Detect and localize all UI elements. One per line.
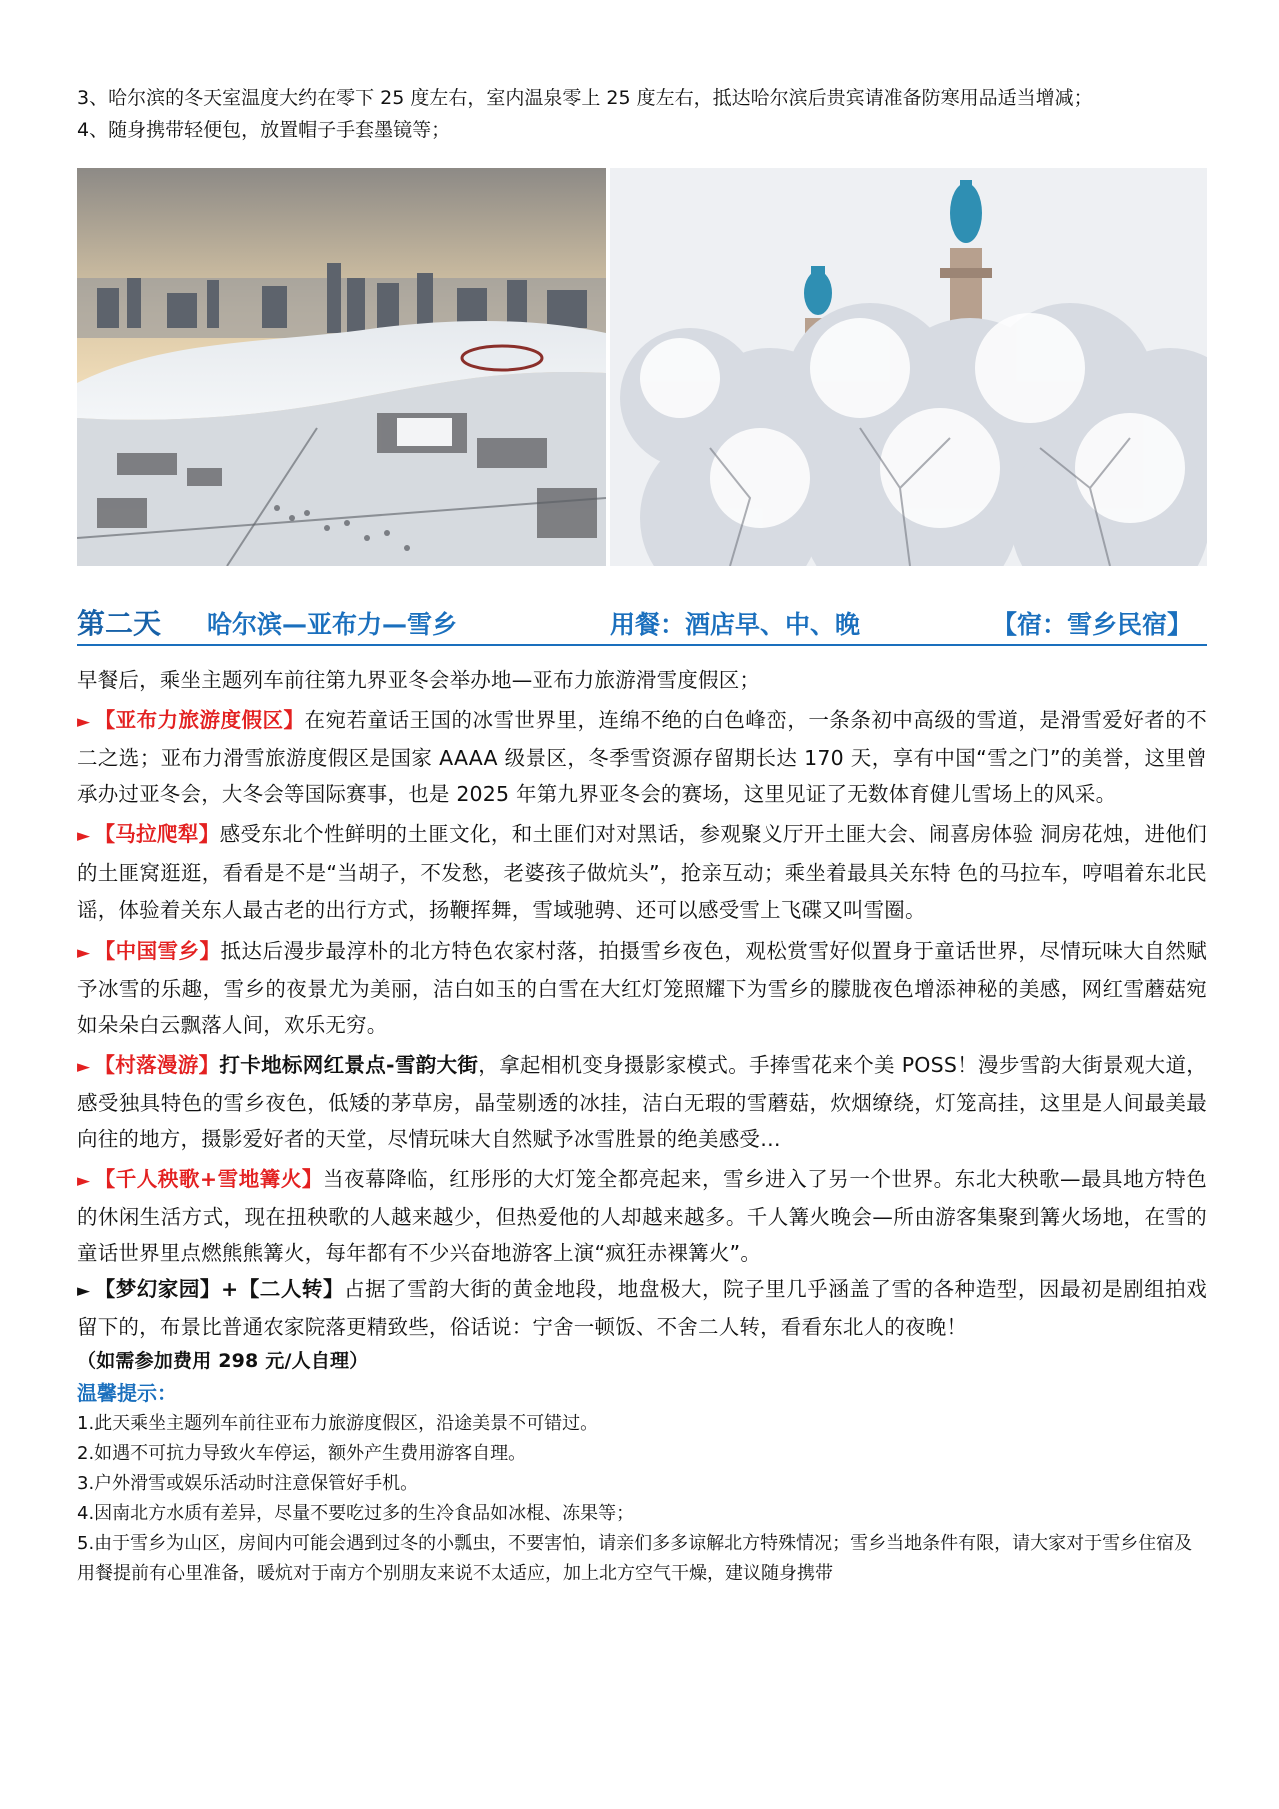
triangle-bullet-icon: ► [77, 826, 91, 846]
section-bold-text: 打卡地标网红景点-雪韵大街 [219, 1053, 479, 1077]
day-header [77, 604, 1207, 646]
section-title: 【马拉爬犁】 [94, 822, 220, 846]
tips-title: 温馨提示： [77, 1381, 177, 1405]
section-title: 【亚布力旅游度假区】 [94, 708, 305, 732]
section-text: 感受东北个性鲜明的土匪文化，和土匪们对对黑话，参观聚义厅开土匪大会、闹喜房体验 洞房花烛，进他们的土匪窝逛逛，看看是不是“当胡子，不发愁，老婆孩子做炕头”，抢亲互动；乘坐着最具关东特 色的马拉车，哼唱着东北民谣，体验着关东人最古老的出行方式，扬鞭挥舞，雪域驰骋、还可以感受雪上飞碟又叫雪圈。 [77, 822, 1207, 922]
section-paragraph [77, 1161, 1207, 1271]
note-line: 3、哈尔滨的冬天室温度大约在零下 25 度左右，室内温泉零上 25 度左右，抵达哈尔滨后贵宾请准备防寒用品适当增减； [77, 87, 1093, 109]
section-title: 【村落漫游】 [94, 1053, 220, 1077]
extra-cost-note: （如需参加费用 298 元/人自理） [77, 1350, 369, 1372]
section-paragraph [77, 702, 1207, 812]
itinerary-body [77, 662, 1207, 1589]
triangle-bullet-icon: ► [77, 943, 91, 963]
triangle-bullet-icon: ► [77, 1057, 91, 1077]
triangle-bullet-icon: ► [77, 712, 91, 732]
triangle-bullet-icon: ► [77, 1281, 91, 1301]
section-paragraph [77, 1047, 1207, 1157]
triangle-bullet-icon: ► [77, 1171, 91, 1191]
section-text: 在宛若童话王国的冰雪世界里，连绵不绝的白色峰峦，一条条初中高级的雪道，是滑雪爱好者的不二之选；亚布力滑雪旅游度假区是国家 AAAA 级景区，冬季雪资源存留期长达 170 天，享有中国“雪之门”的美誉，这里曾承办过亚冬会，大冬会等国际赛事，也是 2025 年第九界亚冬会的赛场，这里见证了无数体育健儿雪场上的风采。 [77, 708, 1207, 806]
day-label: 第二天 [77, 607, 162, 640]
section-title: 【中国雪乡】 [94, 939, 221, 963]
photo-row [77, 168, 1207, 566]
section-title: 【梦幻家园】+【二人转】 [94, 1277, 345, 1301]
header-underline [77, 644, 1207, 646]
section-title: 【千人秧歌+雪地篝火】 [94, 1167, 323, 1191]
section-text: 占据了雪韵大街的黄金地段，地盘极大，院子里几乎涵盖了雪的各种造型，因最初是剧组拍戏留下的，布景比普通农家院落更精致些，俗话说：宁舍一顿饭、不舍二人转，看看东北人的夜晚！ [77, 1277, 1208, 1339]
section-paragraph [77, 933, 1207, 1043]
note-line: 4、随身携带轻便包，放置帽子手套墨镜等； [77, 119, 451, 141]
tip-item: 2.如遇不可抗力导致火车停运，额外产生费用游客自理。 [77, 1443, 527, 1464]
tip-item: 5.由于雪乡为山区，房间内可能会遇到过冬的小瓢虫，不要害怕，请亲们多多谅解北方特殊情况；雪乡当地条件有限，请大家对于雪乡住宿及用餐提前有心里准备，暖炕对于南方个别朋友来说不太适应，加上北方空气干燥，建议随身携带 [77, 1533, 1193, 1584]
tip-item: 1.此天乘坐主题列车前往亚布力旅游度假区，沿途美景不可错过。 [77, 1413, 599, 1434]
meals-label: 用餐：酒店早、中、晚 [610, 610, 861, 639]
stay-label: 【宿：雪乡民宿】 [992, 610, 1193, 639]
frosted-trees-minaret-photo [610, 168, 1207, 566]
intro-paragraph: 早餐后，乘坐主题列车前往第九界亚冬会举办地—亚布力旅游滑雪度假区； [77, 668, 761, 692]
section-paragraph [77, 816, 1207, 929]
tip-item: 3.户外滑雪或娱乐活动时注意保管好手机。 [77, 1473, 419, 1494]
section-paragraph [77, 1271, 1207, 1345]
section-text: ，拿起相机变身摄影家模式。手捧雪花来个美 POSS！漫步雪韵大街景观大道，感受独具特色的雪乡夜色，低矮的茅草房，晶莹剔透的冰挂，洁白无瑕的雪蘑菇，炊烟缭绕，灯笼高挂，这里是人间最美最向往的地方，摄影爱好者的天堂，尽情玩味大自然赋予冰雪胜景的绝美感受… [77, 1053, 1208, 1151]
winter-city-aerial-photo [77, 168, 606, 566]
top-notes [77, 82, 1207, 146]
section-text: 当夜幕降临，红彤彤的大灯笼全都亮起来，雪乡进入了另一个世界。东北大秧歌—最具地方特色的休闲生活方式，现在扭秧歌的人越来越少，但热爱他的人却越来越多。千人篝火晚会—所由游客集聚到篝火场地，在雪的童话世界里点燃熊熊篝火，每年都有不少兴奋地游客上演“疯狂赤裸篝火”。 [77, 1167, 1207, 1265]
tip-item: 4.因南北方水质有差异，尽量不要吃过多的生冷食品如冰棍、冻果等； [77, 1503, 635, 1524]
route-label: 哈尔滨—亚布力—雪乡 [207, 610, 458, 639]
section-text: 抵达后漫步最淳朴的北方特色农家村落，拍摄雪乡夜色，观松赏雪好似置身于童话世界，尽情玩味大自然赋予冰雪的乐趣，雪乡的夜景尤为美丽，洁白如玉的白雪在大红灯笼照耀下为雪乡的朦胧夜色增添神秘的美感，网红雪蘑菇宛如朵朵白云飘落人间，欢乐无穷。 [77, 939, 1207, 1037]
